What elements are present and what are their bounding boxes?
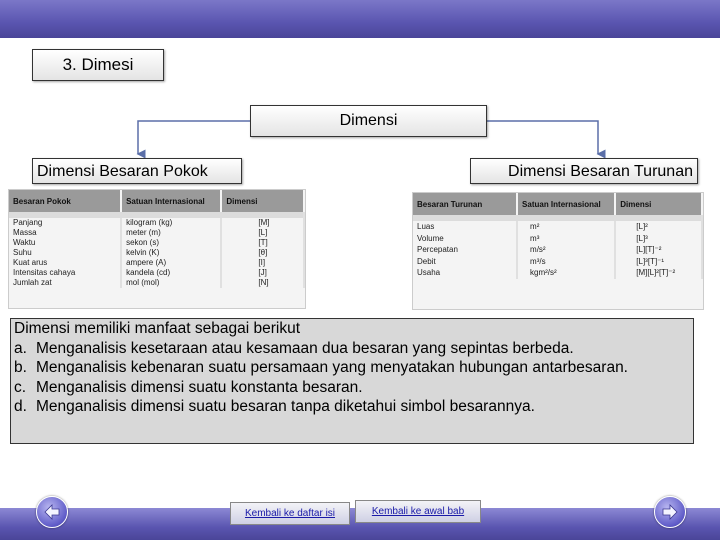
table-besaran-turunan <box>412 192 704 310</box>
table-cell: [I] <box>258 258 266 267</box>
table-cell: Intensitas cahaya <box>13 268 76 277</box>
table-header: Dimensi <box>221 190 304 212</box>
next-slide-button[interactable] <box>654 496 686 528</box>
column-satuan <box>517 221 615 279</box>
table-cell: mol (mol) <box>126 278 160 287</box>
root-concept-box: Dimensi <box>250 105 487 137</box>
arrow-left-icon <box>42 502 62 522</box>
list-item-text: Menganalisis dimensi suatu besaran tanpa diketahui simbol besarannya. <box>36 398 535 415</box>
table-cell: Percepatan <box>417 245 458 254</box>
table-cell: Suhu <box>13 248 32 257</box>
table-cell: m³/s <box>530 256 546 266</box>
list-item <box>14 397 690 417</box>
table-cell: [L] <box>258 228 268 237</box>
branch-besaran-turunan: Dimensi Besaran Turunan <box>470 158 698 184</box>
prev-slide-button[interactable] <box>36 496 68 528</box>
list-item <box>14 339 690 359</box>
table-cell: ampere (A) <box>126 258 167 267</box>
branch-besaran-pokok: Dimensi Besaran Pokok <box>32 158 242 184</box>
table-header: Satuan Internasional <box>517 193 615 215</box>
list-item-text: Menganalisis kesetaraan atau kesamaan dua besaran yang sepintas berbeda. <box>36 339 574 357</box>
column-dimensi <box>221 218 304 288</box>
top-banner <box>0 0 720 38</box>
table-cell: Debit <box>417 256 436 266</box>
table-cell: [N] <box>258 278 269 287</box>
table-cell: [θ] <box>258 248 268 257</box>
table-header: Satuan Internasional <box>121 190 221 212</box>
table-cell: [L]³ <box>636 233 648 243</box>
table-cell: [M][L]²[T]⁻² <box>636 268 676 277</box>
table-header: Besaran Pokok <box>9 190 121 212</box>
back-to-chapter-start-link[interactable]: Kembali ke awal bab <box>355 500 481 523</box>
table-cell: [L][T]⁻² <box>636 245 662 254</box>
list-item-label: a. <box>14 339 27 357</box>
table-header: Dimensi <box>615 193 702 215</box>
column-besaran <box>413 221 517 279</box>
table-cell: [L]³[T]⁻¹ <box>636 256 665 266</box>
back-to-contents-link[interactable]: Kembali ke daftar isi <box>230 502 350 525</box>
table-cell: Kuat arus <box>13 258 48 267</box>
table-cell: Jumlah zat <box>13 278 52 287</box>
table-cell: meter (m) <box>126 228 161 237</box>
benefits-heading: Dimensi memiliki manfaat sebagai berikut <box>14 320 301 337</box>
dimensi-benefits-box <box>10 318 694 444</box>
table-cell: m/s² <box>530 245 546 254</box>
table-cell: [L]² <box>636 222 648 231</box>
table-besaran-pokok <box>8 189 306 309</box>
list-item-text: Menganalisis kebenaran suatu persamaan yang menyatakan hubungan antarbesaran. <box>36 359 628 376</box>
table-cell: kandela (cd) <box>126 268 171 277</box>
table-cell: Panjang <box>13 218 43 227</box>
table-cell: Massa <box>13 228 37 237</box>
table-cell: [M] <box>258 218 270 227</box>
table-header: Besaran Turunan <box>413 193 517 215</box>
list-item <box>14 378 690 398</box>
table-cell: m² <box>530 222 540 231</box>
table-cell: kilogram (kg) <box>126 218 173 227</box>
list-item <box>14 358 690 378</box>
list-item-label: b. <box>14 359 27 376</box>
table-cell: Luas <box>417 222 435 231</box>
table-cell: Usaha <box>417 268 441 277</box>
list-item-label: c. <box>14 378 27 396</box>
table-cell: kgm²/s² <box>530 268 557 277</box>
arrow-right-icon <box>660 502 680 522</box>
slide-title: 3. Dimesi <box>32 49 164 81</box>
column-besaran <box>9 218 121 288</box>
column-dimensi <box>615 221 702 279</box>
table-cell: Volume <box>417 233 444 243</box>
table-cell: Waktu <box>13 238 36 247</box>
table-cell: m³ <box>530 233 540 243</box>
list-item-label: d. <box>14 398 27 415</box>
column-satuan <box>121 218 221 288</box>
table-cell: kelvin (K) <box>126 248 160 257</box>
table-cell: [J] <box>258 268 267 277</box>
table-cell: sekon (s) <box>126 238 159 247</box>
table-cell: [T] <box>258 238 268 247</box>
list-item-text: Menganalisis dimensi suatu konstanta besaran. <box>36 378 363 396</box>
